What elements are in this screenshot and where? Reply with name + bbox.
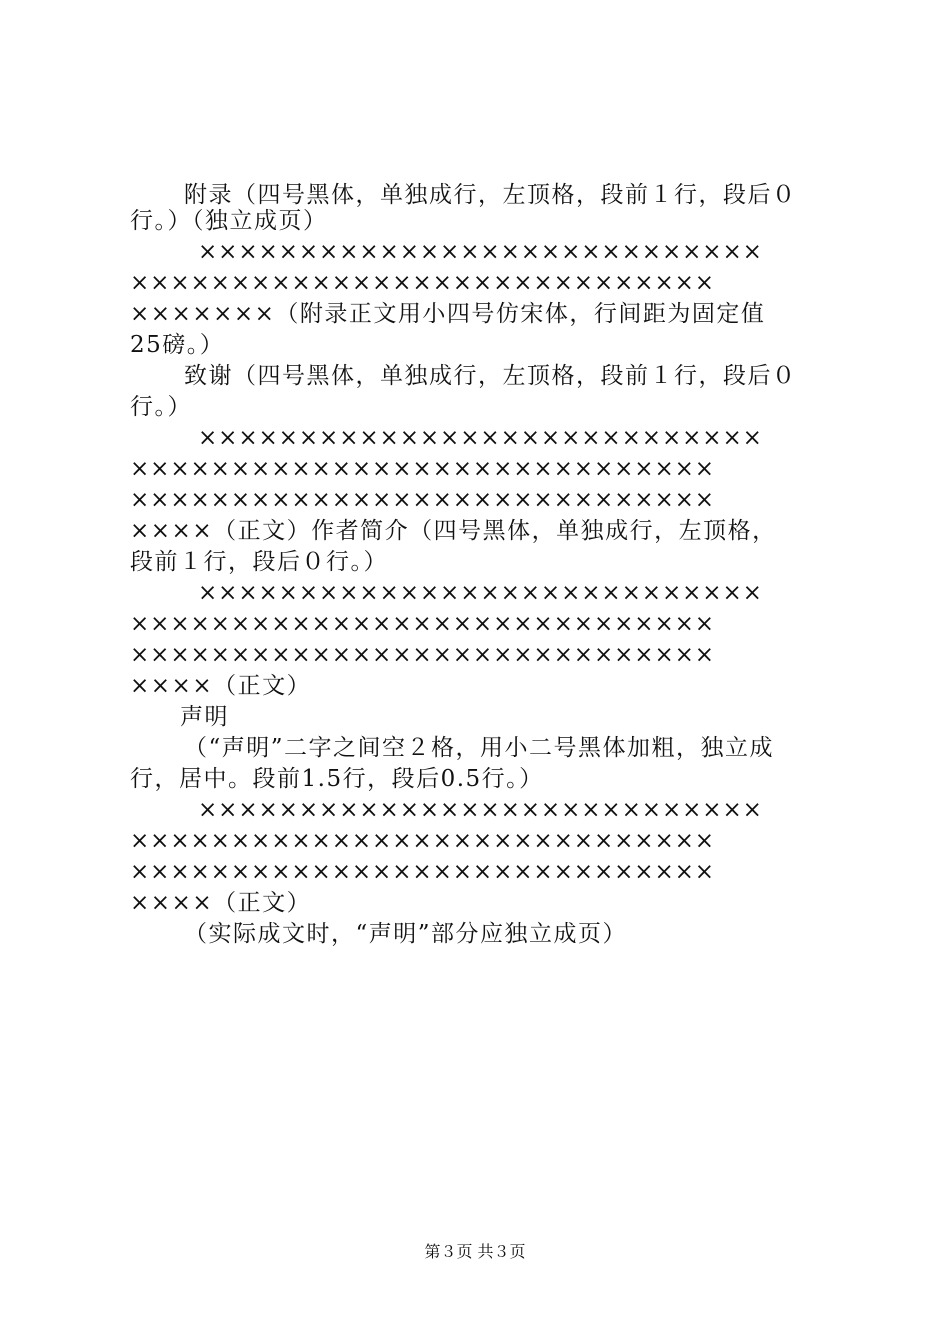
declaration-remark-line: （实际成文时，“声明”部分应独立成页） xyxy=(184,921,628,947)
appendix-body-line: ×××××××（附录正文用小四号仿宋体，行间距为固定值 xyxy=(130,301,766,327)
acknowledgement-body-line: ××××××××××××××××××××××××××××× xyxy=(130,456,715,482)
author-bio-heading-line: 段前１行，段后０行。） xyxy=(130,549,388,575)
declaration-body-line: ××××××××××××××××××××××××××××× xyxy=(130,859,715,885)
author-bio-body-line: ××××（正文） xyxy=(130,673,312,699)
appendix-heading-line: 行。）（独立成页） xyxy=(130,208,328,234)
acknowledgement-heading-line: 致谢（四号黑体，单独成行，左顶格，段前１行，段后０ xyxy=(184,363,797,389)
declaration-note-line: 行，居中。段前1.5行，段后0.5行。） xyxy=(130,766,544,792)
author-bio-body-line: ×××××××××××××××××××××××××××× xyxy=(198,580,763,606)
acknowledgement-body-line: ×××××××××××××××××××××××××××× xyxy=(198,425,763,451)
appendix-body-line: 25磅。） xyxy=(130,332,225,358)
declaration-body-line: ××××（正文） xyxy=(130,890,312,916)
page-footer: 第３页 共３页 xyxy=(424,1242,526,1261)
declaration-body-line: ××××××××××××××××××××××××××××× xyxy=(130,828,715,854)
author-bio-body-line: ××××××××××××××××××××××××××××× xyxy=(130,611,715,637)
author-bio-body-line: ××××××××××××××××××××××××××××× xyxy=(130,642,715,668)
appendix-heading-line: 附录（四号黑体，单独成行，左顶格，段前１行，段后０ xyxy=(184,182,797,208)
acknowledgement-body-line: ××××××××××××××××××××××××××××× xyxy=(130,487,715,513)
declaration-note-line: （“声明”二字之间空２格，用小二号黑体加粗，独立成 xyxy=(184,735,775,761)
author-bio-heading-line: ××××（正文）作者简介（四号黑体，单独成行，左顶格， xyxy=(130,518,777,544)
acknowledgement-heading-line: 行。） xyxy=(130,394,192,420)
appendix-body-line: ××××××××××××××××××××××××××××× xyxy=(130,270,715,296)
appendix-body-line: ×××××××××××××××××××××××××××× xyxy=(198,239,763,265)
declaration-title: 声明 xyxy=(180,704,229,730)
declaration-body-line: ×××××××××××××××××××××××××××× xyxy=(198,797,763,823)
